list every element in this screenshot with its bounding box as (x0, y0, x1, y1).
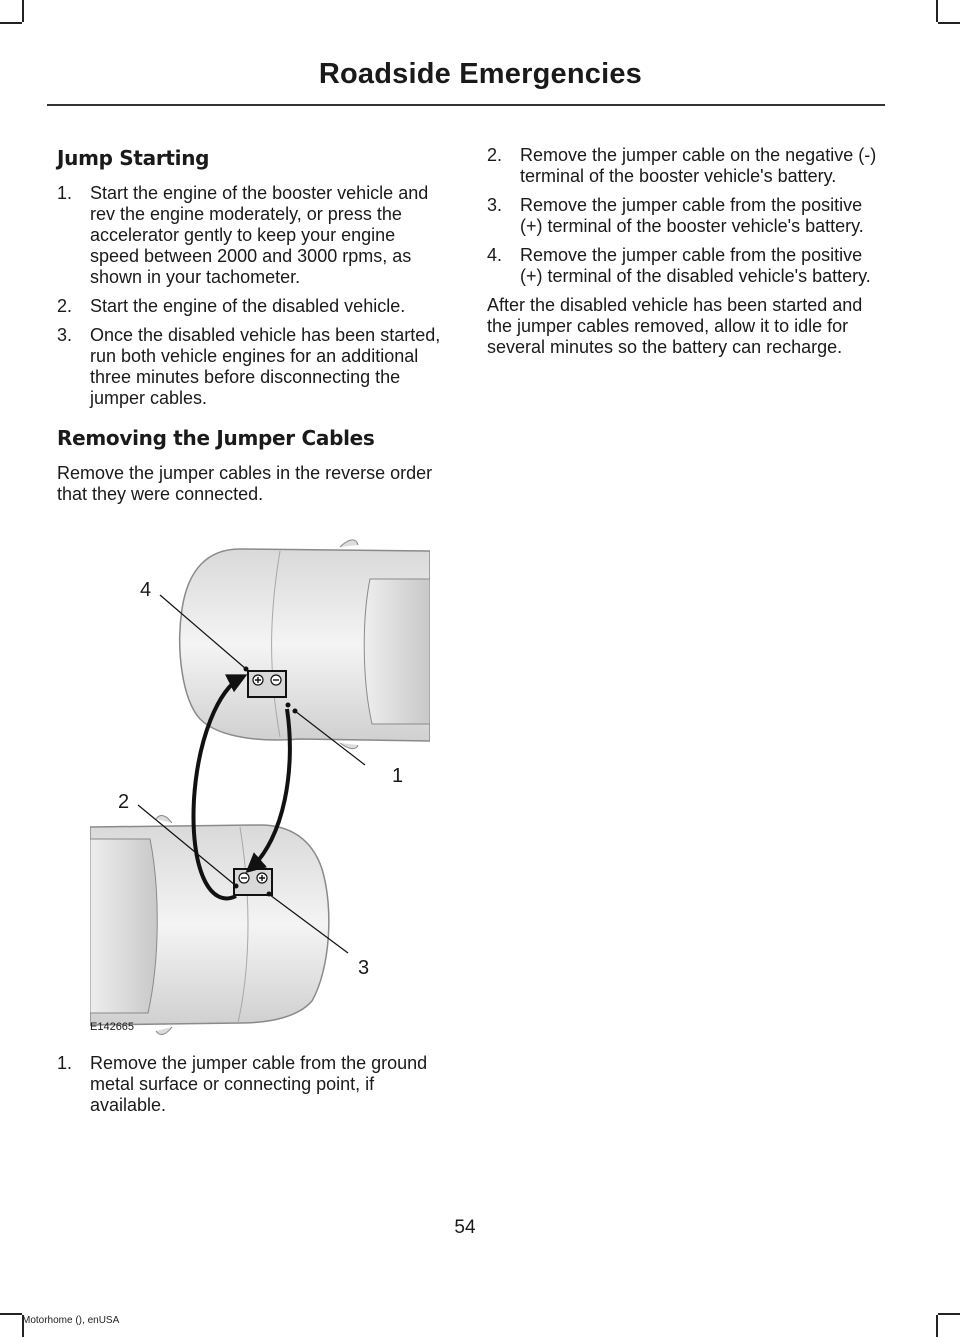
two-vehicles-illustration (90, 539, 430, 1039)
closing-paragraph: After the disabled vehicle has been started and the jumper cables removed, allow it to idle for several minutes so the battery can recharge. (487, 295, 863, 357)
leader-dot (267, 892, 272, 897)
step-text: Once the disabled vehicle has been started, run both vehicle engines for an additional three minutes before disconnecting the jumper cables. (90, 325, 441, 408)
step-text: Start the engine of the disabled vehicle. (90, 296, 406, 316)
step-text: Remove the jumper cable from the ground metal surface or connecting point, if available. (90, 1053, 428, 1115)
step-number: 1. (57, 1053, 73, 1073)
header-divider (47, 104, 885, 106)
crop-mark (938, 1313, 960, 1315)
removing-steps-right (487, 145, 885, 287)
callout-1: 1 (392, 765, 404, 787)
step-text: Start the engine of the booster vehicle and rev the engine moderately, or press the accelerator gently to keep your engine speed between 2000 and 3000 rpms, as shown in your tachometer. (90, 183, 429, 287)
callout-2: 2 (118, 791, 130, 813)
section-heading-jump-starting: Jump Starting (57, 146, 210, 170)
removing-intro: Remove the jumper cables in the reverse order that they were connected. (57, 463, 433, 504)
crop-mark (936, 0, 938, 22)
removing-steps-left (57, 1053, 449, 1116)
step-number: 2. (487, 145, 503, 165)
step-number: 1. (57, 183, 73, 203)
step-number: 2. (57, 296, 73, 316)
jump-starting-steps (57, 183, 449, 409)
step-number: 3. (57, 325, 73, 345)
leader-dot (234, 884, 239, 889)
list-item (57, 325, 449, 409)
step-text: Remove the jumper cable from the positive (+) terminal of the booster vehicle's battery. (520, 195, 864, 236)
list-item (487, 145, 885, 187)
right-column (487, 145, 885, 368)
list-item (487, 195, 885, 237)
crop-mark (0, 1313, 22, 1315)
leader-dot (244, 667, 249, 672)
list-item (57, 1053, 449, 1116)
crop-mark (0, 22, 22, 24)
step-number: 3. (487, 195, 503, 215)
left-column (57, 145, 449, 1124)
list-item (487, 245, 885, 287)
step-text: Remove the jumper cable on the negative (-) terminal of the booster vehicle's battery. (520, 145, 877, 186)
section-heading-removing: Removing the Jumper Cables (57, 426, 375, 450)
callout-3: 3 (358, 957, 370, 979)
crop-mark (22, 0, 24, 22)
footer-doc-info: Motorhome (), enUSA (22, 1315, 120, 1326)
booster-battery (234, 869, 272, 895)
disabled-battery (248, 671, 286, 697)
page-number: 54 (454, 1217, 476, 1238)
leader-dot (286, 703, 291, 708)
step-number: 4. (487, 245, 503, 265)
step-text: Remove the jumper cable from the positive (+) terminal of the disabled vehicle's battery. (520, 245, 871, 286)
page-title: Roadside Emergencies (318, 58, 642, 90)
callout-4: 4 (140, 579, 152, 601)
leader-dot (293, 709, 298, 714)
list-item (57, 183, 449, 288)
crop-mark (936, 1315, 938, 1337)
booster-vehicle (90, 816, 329, 1035)
jumper-cable-figure (90, 539, 430, 1039)
list-item (57, 296, 449, 317)
figure-code: E142665 (90, 1021, 135, 1033)
crop-mark (938, 22, 960, 24)
